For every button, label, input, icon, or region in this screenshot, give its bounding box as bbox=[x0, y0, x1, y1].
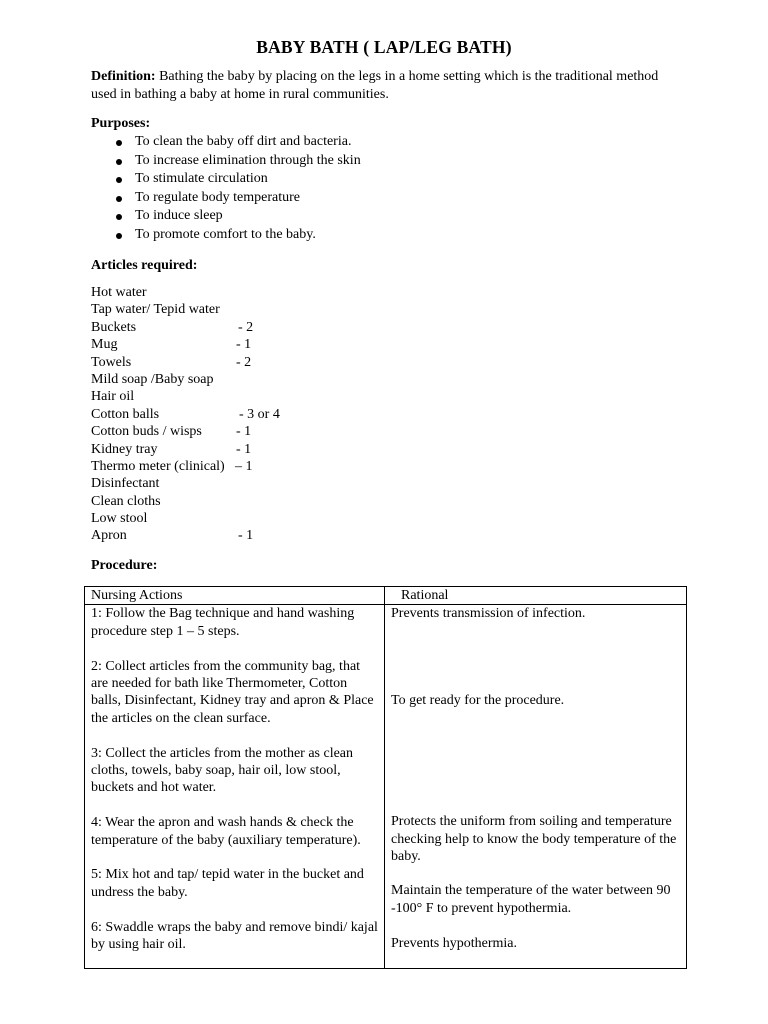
rational-item: To get ready for the procedure. bbox=[391, 693, 565, 709]
column-header-actions: Nursing Actions bbox=[85, 587, 385, 605]
procedure-table bbox=[84, 586, 687, 969]
bullet-icon bbox=[116, 196, 122, 202]
articles-list bbox=[91, 284, 280, 545]
article-row: Mug - 1 bbox=[91, 337, 252, 353]
table-row bbox=[85, 605, 687, 969]
bullet-icon bbox=[116, 140, 122, 146]
list-item: To clean the baby off dirt and bacteria. bbox=[91, 133, 361, 152]
action-step: 5: Mix hot and tap/ tepid water in the bucket and undress the baby. bbox=[91, 867, 364, 900]
column-header-rational: Rational bbox=[385, 587, 687, 605]
article-row: Apron - 1 bbox=[91, 528, 254, 544]
rational-item: Protects the uniform from soiling and temperature checking help to know the body temperature of the baby. bbox=[391, 814, 677, 865]
purposes-heading: Purposes: bbox=[91, 116, 151, 131]
action-step: 1: Follow the Bag technique and hand washing procedure step 1 – 5 steps. bbox=[91, 606, 355, 639]
article-row: Mild soap /Baby soap bbox=[91, 371, 214, 387]
article-row: Tap water/ Tepid water bbox=[91, 302, 220, 318]
article-row: Cotton balls - 3 or 4 bbox=[91, 406, 280, 422]
article-row: Kidney tray - 1 bbox=[91, 441, 252, 457]
article-row: Disinfectant bbox=[91, 476, 160, 492]
article-row: Cotton buds / wisps - 1 bbox=[91, 424, 252, 440]
list-item: To promote comfort to the baby. bbox=[91, 226, 361, 245]
article-row: Thermo meter (clinical) – 1 bbox=[91, 458, 253, 474]
rationals-cell bbox=[385, 605, 687, 969]
article-row: Hair oil bbox=[91, 389, 135, 405]
actions-cell bbox=[85, 605, 385, 969]
action-step: 2: Collect articles from the community bag, that are needed for bath like Thermometer, Cotton balls, Disinfectant, Kidney tray and apron & Place the articles on the clean surface. bbox=[91, 658, 374, 726]
definition-paragraph bbox=[91, 68, 671, 104]
article-row: Hot water bbox=[91, 285, 147, 300]
procedure-heading: Procedure: bbox=[91, 558, 158, 573]
action-step: 3: Collect the articles from the mother as clean cloths, towels, baby soap, hair oil, low stool, buckets and hot water. bbox=[91, 745, 354, 796]
article-row: Clean cloths bbox=[91, 493, 161, 509]
page-title: BABY BATH ( LAP/LEG BATH) bbox=[256, 37, 512, 57]
definition-label: Definition: bbox=[91, 69, 156, 84]
list-item: To increase elimination through the skin bbox=[91, 152, 361, 171]
articles-heading: Articles required: bbox=[91, 258, 198, 273]
purposes-list bbox=[91, 133, 361, 245]
bullet-icon bbox=[116, 214, 122, 220]
bullet-icon bbox=[116, 159, 122, 165]
definition-text: Bathing the baby by placing on the legs in a home setting which is the traditional method used in bathing a baby at home in rural communities. bbox=[91, 69, 659, 102]
list-item: To induce sleep bbox=[91, 207, 361, 226]
rational-item: Prevents transmission of infection. bbox=[391, 606, 586, 622]
article-row: Low stool bbox=[91, 511, 148, 527]
list-item: To stimulate circulation bbox=[91, 170, 361, 189]
article-row: Towels - 2 bbox=[91, 354, 252, 370]
article-row: Buckets - 2 bbox=[91, 319, 254, 335]
rational-item: Prevents hypothermia. bbox=[391, 936, 517, 952]
bullet-icon bbox=[116, 233, 122, 239]
action-step: 4: Wear the apron and wash hands & check the temperature of the baby (auxiliary temperature). bbox=[91, 815, 361, 848]
list-item: To regulate body temperature bbox=[91, 189, 361, 208]
action-step: 6: Swaddle wraps the baby and remove bindi/ kajal by using hair oil. bbox=[91, 919, 378, 953]
bullet-icon bbox=[116, 177, 122, 183]
rational-item: Maintain the temperature of the water between 90 -100° F to prevent hypothermia. bbox=[391, 883, 671, 916]
table-header-row bbox=[85, 587, 687, 605]
